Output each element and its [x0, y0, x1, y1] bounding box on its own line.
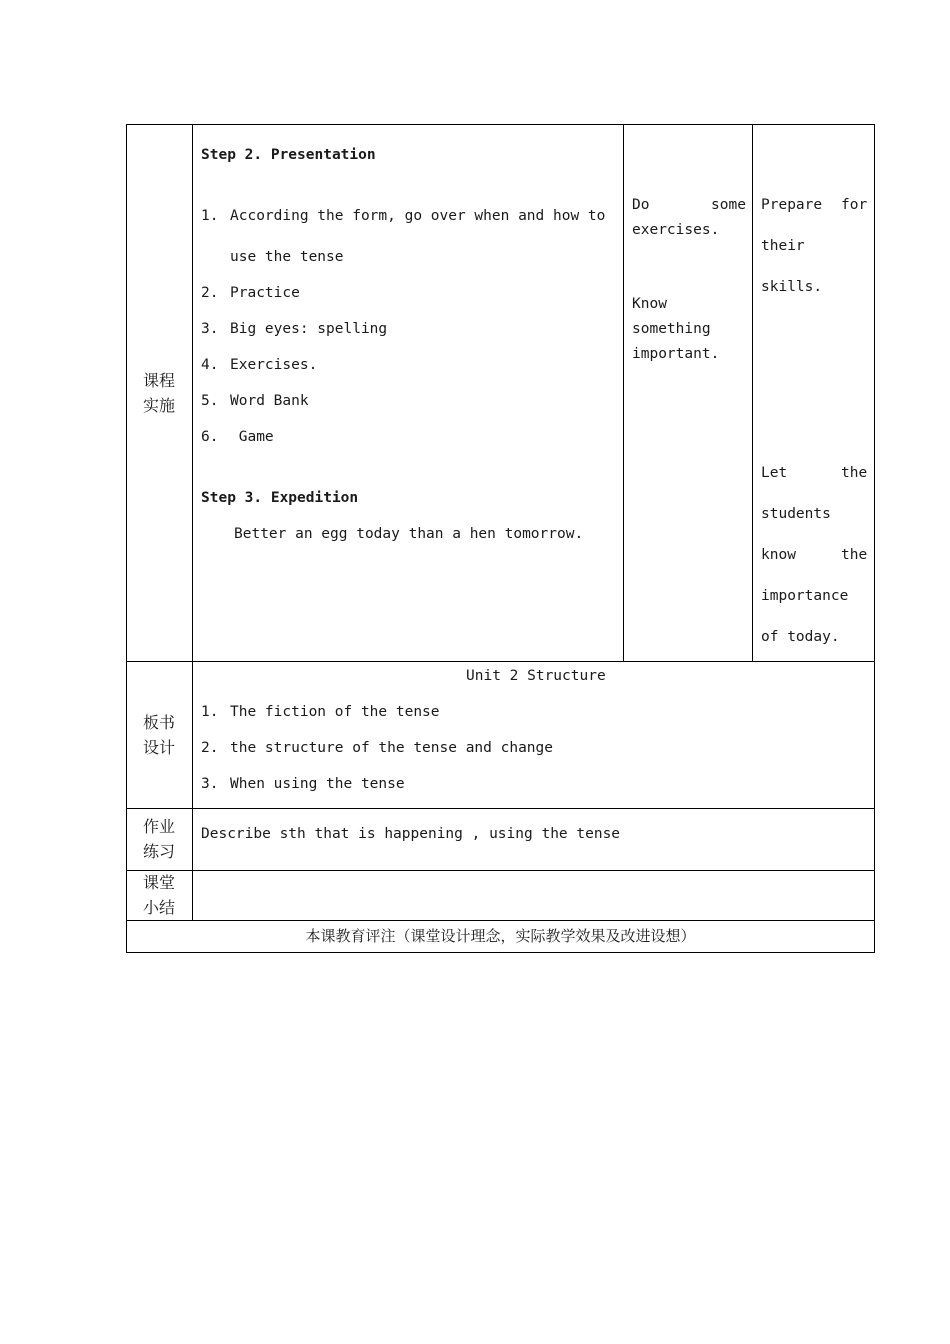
purpose-text: their: [761, 238, 805, 254]
row-divider: [126, 870, 875, 871]
board-design-label: 板书 设计: [142, 713, 175, 757]
student-activity-text: Do: [632, 197, 650, 213]
student-activity-text: important.: [632, 346, 720, 362]
table-border-right: [874, 124, 875, 953]
purpose-text: know: [761, 547, 796, 563]
list-item-text: Exercises.: [230, 357, 318, 373]
list-item-number: 6.: [201, 429, 219, 445]
list-item-text: the structure of the tense and change: [230, 740, 554, 756]
purpose-text: Prepare: [761, 197, 823, 213]
student-column-divider: [623, 124, 624, 662]
step3-text: Better an egg today than a hen tomorrow.: [234, 526, 584, 542]
purpose-text: Let: [761, 465, 788, 481]
purpose-text: for: [841, 197, 868, 213]
table-border-top: [126, 124, 875, 125]
implementation-label: 课程 实施: [142, 371, 175, 415]
list-item-number: 2.: [201, 740, 219, 756]
label-column-divider: [192, 124, 193, 921]
student-activity-text: exercises.: [632, 222, 720, 238]
purpose-text: the: [841, 547, 868, 563]
list-item-number: 3.: [201, 776, 219, 792]
lesson-plan-table: [126, 124, 875, 953]
purpose-text: the: [841, 465, 868, 481]
purpose-text: importance: [761, 588, 849, 604]
row-divider: [126, 808, 875, 809]
summary-label: 课堂 小结: [142, 873, 175, 917]
step3-title: Step 3. Expedition: [201, 490, 359, 506]
purpose-column-divider: [752, 124, 753, 662]
list-item-text: Game: [230, 429, 274, 445]
step2-title: Step 2. Presentation: [201, 147, 376, 163]
purpose-text: of today.: [761, 629, 840, 645]
list-item-number: 3.: [201, 321, 219, 337]
list-item-number: 4.: [201, 357, 219, 373]
student-activity-text: something: [632, 321, 711, 337]
purpose-text: skills.: [761, 279, 823, 295]
list-item-number: 1.: [201, 704, 219, 720]
list-item-text: Word Bank: [230, 393, 309, 409]
purpose-text: students: [761, 506, 831, 522]
list-item-text: According the form, go over when and how to: [230, 208, 606, 224]
student-activity-text: some: [711, 197, 746, 213]
list-item-number: 5.: [201, 393, 219, 409]
list-item-text: Practice: [230, 285, 300, 301]
board-title: Unit 2 Structure: [466, 668, 606, 684]
table-border-bottom: [126, 952, 875, 953]
student-activity-text: Know: [632, 296, 667, 312]
list-item-text: The fiction of the tense: [230, 704, 440, 720]
list-item-number: 2.: [201, 285, 219, 301]
list-item-text: Big eyes: spelling: [230, 321, 388, 337]
list-item-text: When using the tense: [230, 776, 405, 792]
homework-label: 作业 练习: [142, 817, 175, 861]
row-divider: [126, 920, 875, 921]
homework-text: Describe sth that is happening , using the tense: [201, 826, 621, 842]
footer-commentary: 本课教育评注（课堂设计理念，实际教学效果及改进设想）: [305, 927, 696, 945]
list-item-text: use the tense: [230, 249, 344, 265]
row-divider: [126, 661, 875, 662]
list-item-number: 1.: [201, 208, 219, 224]
